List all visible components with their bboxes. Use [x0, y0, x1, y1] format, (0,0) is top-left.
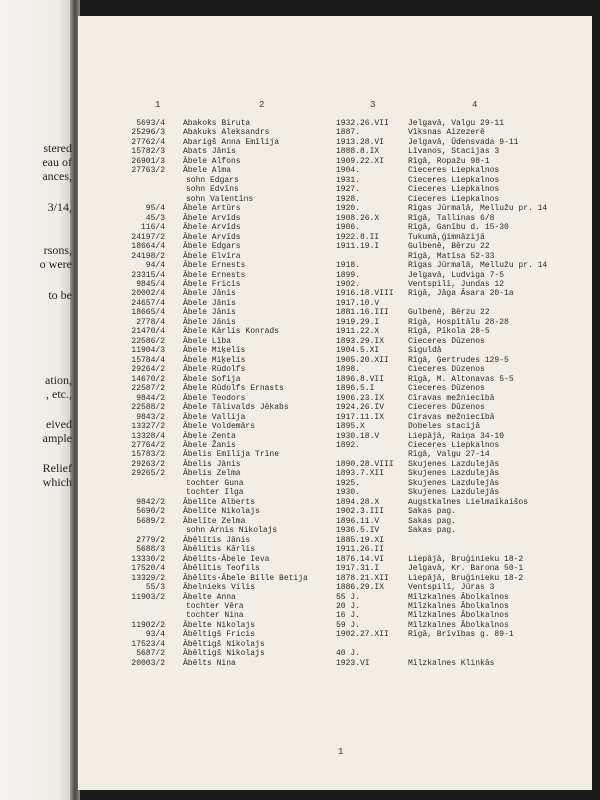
person-name: Ābele Jānis — [183, 308, 236, 318]
birth-date: 1931. — [336, 175, 361, 185]
record-number: 5689/2 — [136, 516, 165, 526]
birth-date: 1909.22.XI — [336, 156, 385, 166]
person-name: Ābele Ernests — [183, 270, 246, 280]
residence: Cieceres Liepkalnos — [408, 194, 500, 204]
person-name: tochter Nina — [186, 611, 244, 621]
birth-date: 1930. — [336, 488, 361, 498]
person-name: Ābele Alma — [183, 166, 232, 176]
record-number: 2778/4 — [136, 317, 165, 327]
birth-date: 1917.11.IX — [336, 412, 385, 422]
person-name: Ābelis Emīlija Trīne — [183, 450, 280, 460]
residence: Rīgas Jūrmalā, Mellužu pr. 14 — [408, 261, 548, 271]
person-name: Ābēlts Nina — [183, 658, 236, 668]
birth-date: 1917.10.V — [336, 298, 380, 308]
residence: Rīgā, Matīsa 52-33 — [408, 251, 495, 261]
person-name: Ābēlītis Teofils — [183, 564, 260, 574]
record-number: 5693/4 — [136, 119, 165, 128]
residence: Liepājā, Raiņa 34-10 — [408, 431, 505, 441]
birth-date: 1906.23.IX — [336, 393, 385, 403]
record-number: 29265/2 — [131, 469, 165, 479]
birth-date: 1902.27.XII — [336, 630, 389, 640]
birth-date: 1936.5.IV — [336, 526, 380, 536]
birth-date: 1905.20.XII — [336, 355, 389, 365]
left-page-fragment: Relief — [42, 461, 72, 475]
person-name: Ābele Teodors — [183, 393, 246, 403]
birth-date: 1913.28.VI — [336, 137, 385, 147]
birth-date: 1893.29.IX — [336, 336, 385, 346]
person-name: Ābele Jānis — [183, 298, 236, 308]
person-name: Ābēltigš Fricis — [183, 630, 256, 640]
birth-date: 1899. — [336, 270, 361, 280]
birth-date: 1878.21.XII — [336, 573, 389, 583]
person-name: sohn Edgars — [186, 175, 239, 185]
residence: Cieceres Dūzenos — [408, 365, 485, 375]
record-number: 24657/4 — [131, 298, 165, 308]
record-number: 21470/4 — [131, 327, 165, 337]
birth-date: 1886.29.IX — [336, 583, 385, 593]
birth-date: 1925. — [336, 478, 361, 488]
birth-date: 1906. — [336, 223, 361, 233]
record-number: 93/4 — [145, 630, 165, 640]
record-number: 27762/4 — [131, 137, 165, 147]
residence: Rīgā, Ropažu 98-1 — [408, 156, 490, 166]
left-page-fragment: to be — [48, 288, 72, 302]
person-name: Ābēlītis Jānis — [183, 535, 251, 545]
person-name: Ābelīte Nikolajs — [183, 507, 260, 517]
record-number: 22588/2 — [131, 403, 165, 413]
left-page-fragment: ances, — [42, 169, 72, 183]
residence: Skujenes Lazdulejās — [408, 469, 500, 479]
record-number: 18665/4 — [131, 308, 165, 318]
residence: Cieceres Dūzenos — [408, 336, 485, 346]
birth-date: 1888.8.IX — [336, 147, 380, 157]
birth-date: 1916.18.VIII — [336, 289, 394, 299]
record-number: 94/4 — [145, 261, 165, 271]
record-number: 5690/2 — [136, 507, 165, 517]
birth-date: 1894.28.X — [336, 497, 380, 507]
residence: Cieceres Liepkalnos — [408, 166, 500, 176]
person-name: Ābele Arvīds — [183, 232, 241, 242]
person-name: sohn Arnis Nikolajs — [186, 526, 278, 536]
person-name: Ābelte Anna — [183, 592, 236, 602]
birth-date: 1917.31.I — [336, 564, 380, 574]
person-name: Ābele Voldemārs — [183, 422, 256, 432]
birth-date: 1911.22.X — [336, 327, 380, 337]
person-name: Abakuks Aleksandrs — [183, 128, 270, 138]
record-number: 11904/3 — [131, 346, 165, 356]
record-number: 14670/2 — [131, 374, 165, 384]
person-name: Ābelīte Alberts — [183, 497, 256, 507]
record-number: 2779/2 — [136, 535, 165, 545]
residence: Jelgavā, Ūdensvada 9-11 — [408, 137, 519, 147]
record-number: 15783/2 — [131, 450, 165, 460]
residence: Rīgas Jūrmalā, Mellužu pr. 14 — [408, 204, 548, 214]
birth-date: 1896.11.V — [336, 516, 380, 526]
residence: Līvanos, Stacijas 3 — [408, 147, 500, 157]
person-name: Ābele Zenta — [183, 431, 236, 441]
birth-date: 1911.26.II — [336, 545, 385, 555]
birth-date: 1918. — [336, 261, 361, 271]
residence: Skujenes Lazdulejās — [408, 459, 500, 469]
birth-date: 1904. — [336, 166, 361, 176]
birth-date: 1902. — [336, 279, 361, 289]
record-number: 17523/4 — [131, 639, 165, 649]
record-number: 11902/2 — [131, 620, 165, 630]
residence: Mīlzkalnes Klinkās — [408, 658, 495, 668]
residence: Rīgā, Pīkola 28-5 — [408, 327, 490, 337]
record-number: 11903/2 — [131, 592, 165, 602]
residence: Tukumā,ģimnāzijā — [408, 232, 485, 242]
residence: Mīlzkalnes Ābolkalnos — [408, 620, 509, 630]
person-name: tochter Vēra — [186, 601, 244, 611]
birth-date: 1902.3.III — [336, 507, 385, 517]
birth-date: 1911.19.I — [336, 242, 380, 252]
birth-date: 59 J. — [336, 620, 361, 630]
birth-date: 1881.16.III — [336, 308, 389, 318]
residence: Cieceres Dūzenos — [408, 384, 485, 394]
person-name: Ābēlīts-Ābele Bille Betija — [183, 573, 308, 583]
record-number: 15784/4 — [131, 355, 165, 365]
residence: Sakas pag. — [408, 516, 457, 526]
residence: Rīgā, Ganību d. 15-30 — [408, 223, 509, 233]
birth-date: 1919.29.I — [336, 317, 380, 327]
record-number: 9843/2 — [136, 412, 165, 422]
birth-date: 20 J. — [336, 601, 361, 611]
left-page-fragment: , etc., — [46, 387, 72, 401]
person-name: Ābele Žanis — [183, 440, 236, 450]
record-number: 29264/2 — [131, 365, 165, 375]
person-name: Ābelīte Zelma — [183, 516, 246, 526]
residence: Mīlzkalnes Ābolkalnos — [408, 611, 509, 621]
birth-date: 1924.26.IV — [336, 403, 385, 413]
residence: Dobeles stacijā — [408, 422, 481, 432]
residence: Rīgā, Ģertrudes 129-5 — [408, 355, 509, 365]
birth-date: 1930.18.V — [336, 431, 380, 441]
person-name: Ābele Sofija — [183, 374, 241, 384]
person-name: Ābele Alfons — [183, 156, 241, 166]
record-number: 23315/4 — [131, 270, 165, 280]
left-page-fragment: ample — [42, 431, 72, 445]
record-number: 27764/2 — [131, 440, 165, 450]
residence: Augstkalnes Lielmaikaišos — [408, 497, 529, 507]
record-number: 20003/2 — [131, 658, 165, 668]
record-number: 5688/3 — [136, 545, 165, 555]
residence: Cīravas mežniecībā — [408, 393, 495, 403]
residence: Ventspilī, Jundas 12 — [408, 279, 505, 289]
person-name: Ābele Miķelis — [183, 355, 246, 365]
residence: Cieceres Liepkalnos — [408, 440, 500, 450]
record-number: 13330/2 — [131, 554, 165, 564]
residence: Mīlzkalnes Ābolkalnos — [408, 592, 509, 602]
page-number: 1 — [338, 747, 344, 757]
residence: Skujenes Lazdulejās — [408, 488, 500, 498]
residence: Liepājā, Bruģinieku 18-2 — [408, 554, 524, 564]
left-page-fragment: 3/14, — [47, 200, 72, 214]
record-number: 9844/2 — [136, 393, 165, 403]
birth-date: 40 J. — [336, 649, 361, 659]
person-name: Ābele Edgars — [183, 242, 241, 252]
person-name: Ābele Jānis — [183, 289, 236, 299]
residence: Vīksnas Aizezerē — [408, 128, 485, 138]
person-name: Ābelis Zelma — [183, 469, 241, 479]
column-header-3: 3 — [370, 100, 376, 110]
record-number: 9845/4 — [136, 279, 165, 289]
person-name: Ābele Miķelis — [183, 346, 246, 356]
record-number: 55/3 — [145, 583, 165, 593]
birth-date: 1928. — [336, 194, 361, 204]
record-number: 22586/2 — [131, 336, 165, 346]
person-name: Ābele Vallija — [183, 412, 246, 422]
record-number: 24198/2 — [131, 251, 165, 261]
birth-date: 1887. — [336, 128, 361, 138]
left-page-fragment: stered — [43, 141, 72, 155]
person-name: Ābele Tālivalds Jēkabs — [183, 403, 289, 413]
record-number: 45/3 — [145, 213, 165, 223]
record-number: 20002/4 — [131, 289, 165, 299]
person-name: sohn Edvīns — [186, 185, 239, 195]
residence: Cieceres Dūzenos — [408, 403, 485, 413]
record-number: 25296/3 — [131, 128, 165, 138]
residence: Rīgā, Tallinas 6/8 — [408, 213, 495, 223]
residence: Cīravas mežniecībā — [408, 412, 495, 422]
residence: Cieceres Liepkalnos — [408, 185, 500, 195]
residence: Ventspilī, Jūras 3 — [408, 583, 495, 593]
person-name: Ābele Rūdolfs — [183, 365, 246, 375]
record-number: 17520/4 — [131, 564, 165, 574]
column-header-2: 2 — [259, 100, 265, 110]
record-number: 13327/2 — [131, 422, 165, 432]
birth-date: 1885.19.XI — [336, 535, 385, 545]
birth-date: 1892. — [336, 440, 361, 450]
person-name: tochter Guna — [186, 478, 244, 488]
residence: Cieceres Liepkalnos — [408, 175, 500, 185]
person-name: Ābele Jānis — [183, 317, 236, 327]
record-number: 15782/3 — [131, 147, 165, 157]
person-name: tochter Ilga — [186, 488, 244, 498]
record-number: 5687/2 — [136, 649, 165, 659]
residence: Liepājā, Bruģinieku 18-2 — [408, 573, 524, 583]
person-name: Abarigš Anna Emīlija — [183, 137, 280, 147]
birth-date: 1890.28.VIII — [336, 459, 394, 469]
left-page-fragment: which — [42, 475, 72, 489]
person-name: Ābelis Jānis — [183, 459, 241, 469]
birth-date: 1927. — [336, 185, 361, 195]
record-number: 9842/2 — [136, 497, 165, 507]
birth-date: 1876.14.VI — [336, 554, 385, 564]
record-number: 116/4 — [140, 223, 165, 233]
table-row — [0, 659, 600, 669]
column-header-1: 1 — [155, 100, 161, 110]
residence: Rīgā, Brīvības g. 89-1 — [408, 630, 514, 640]
birth-date: 1895.X — [336, 422, 365, 432]
birth-date: 16 J. — [336, 611, 361, 621]
birth-date: 1932.26.VII — [336, 119, 389, 128]
residence: Gulbenē, Bērzu 22 — [408, 308, 490, 318]
record-number: 95/4 — [145, 204, 165, 214]
person-name: Ābele Ernests — [183, 261, 246, 271]
person-name: Abats Jānis — [183, 147, 236, 157]
record-number: 18664/4 — [131, 242, 165, 252]
record-number: 13328/4 — [131, 431, 165, 441]
record-number: 26901/3 — [131, 156, 165, 166]
person-name: Ābele Fricis — [183, 279, 241, 289]
birth-date: 1923.VI — [336, 658, 370, 668]
left-page-fragment: o were — [39, 257, 72, 271]
residence: Jelgavā, Kr. Barona 50-1 — [408, 564, 524, 574]
person-name: Ābele Elvīra — [183, 251, 241, 261]
residence: Jelgavā, Ludviga 7-5 — [408, 270, 505, 280]
person-name: Ābēltigš Nikolajs — [183, 639, 265, 649]
residence: Rīgā, Hospitālu 28-28 — [408, 317, 509, 327]
person-name: Abakoks Biruta — [183, 119, 251, 128]
person-name: Ābēlīts-Ābele Ieva — [183, 554, 270, 564]
person-name: Ābele Rūdolfs Ernasts — [183, 384, 284, 394]
residence: Gulbenē, Bērzu 22 — [408, 242, 490, 252]
person-name: Ābele Arvīds — [183, 223, 241, 233]
person-name: sohn Valentīns — [186, 194, 254, 204]
record-number: 22587/2 — [131, 384, 165, 394]
residence: Sakas pag. — [408, 526, 457, 536]
residence: Rīgā, Jāga Āsara 20-1a — [408, 289, 514, 299]
birth-date: 1920. — [336, 204, 361, 214]
column-header-4: 4 — [472, 100, 478, 110]
residence: Siguldā — [408, 346, 442, 356]
record-number: 13329/2 — [131, 573, 165, 583]
person-name: Ābelte Nikolajs — [183, 620, 256, 630]
birth-date: 1896.8.VII — [336, 374, 385, 384]
person-name: Ābēltigš Nikolajs — [183, 649, 265, 659]
left-page-fragment: ation, — [45, 373, 72, 387]
residence: Sakas pag. — [408, 507, 457, 517]
person-name: Ābēlītis Kārlis — [183, 545, 256, 555]
person-name: Ābele Arvīds — [183, 213, 241, 223]
left-page-fragment: eau of — [42, 155, 72, 169]
birth-date: 1898. — [336, 365, 361, 375]
birth-date: 1922.8.II — [336, 232, 380, 242]
record-number: 24197/2 — [131, 232, 165, 242]
person-name: Ābele Kārlis Konrads — [183, 327, 280, 337]
birth-date: 1908.26.X — [336, 213, 380, 223]
left-page-fragment: rsons, — [43, 243, 72, 257]
birth-date: 1904.5.XI — [336, 346, 380, 356]
birth-date: 1893.7.XII — [336, 469, 385, 479]
residence: Mīlzkalnes Ābolkalnos — [408, 601, 509, 611]
residence: Rīgā, M. Altonavas 5-5 — [408, 374, 514, 384]
person-name: Ābele Artūrs — [183, 204, 241, 214]
person-name: Ābelnieks Vilis — [183, 583, 256, 593]
residence: Skujenes Lazdulejās — [408, 478, 500, 488]
residence: Jelgavā, Valgu 29-11 — [408, 119, 505, 128]
person-name: Ābele Lība — [183, 336, 232, 346]
birth-date: 1896.5.I — [336, 384, 375, 394]
residence: Rīgā, Valgu 27-14 — [408, 450, 490, 460]
record-number: 27763/2 — [131, 166, 165, 176]
birth-date: 55 J. — [336, 592, 361, 602]
left-page-fragment: eived — [46, 417, 72, 431]
record-number: 29263/2 — [131, 459, 165, 469]
